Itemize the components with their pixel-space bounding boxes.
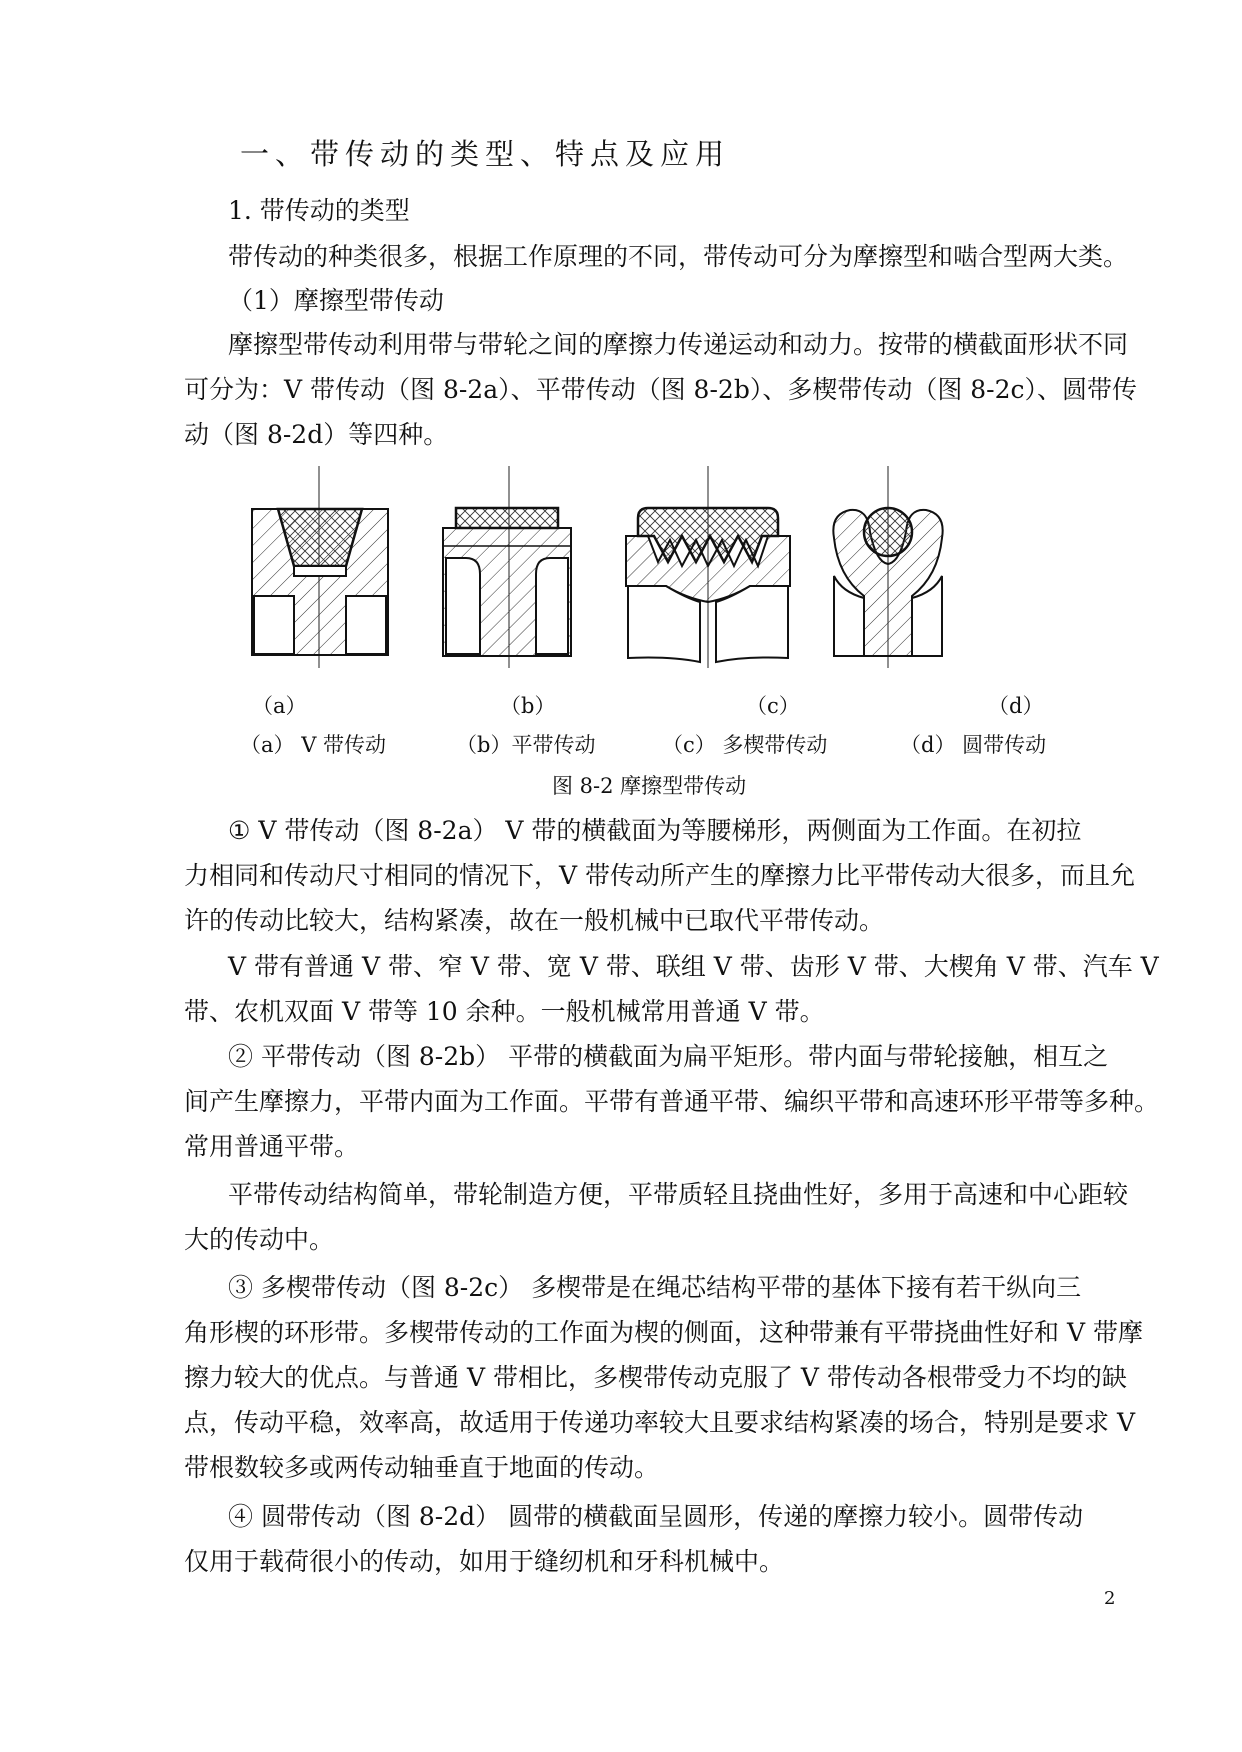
round-belt-line: ④ 圆带传动（图 8-2d） 圆带的横截面呈圆形，传递的摩擦力较小。圆带传动	[228, 1502, 1084, 1531]
v-belt-types-line: V 带有普通 V 带、窄 V 带、宽 V 带、联组 V 带、齿形 V 带、大楔角 V 带、汽车 V	[228, 952, 1159, 981]
friction-heading: （1）摩擦型带传动	[228, 286, 444, 315]
friction-para-line: 摩擦型带传动利用带与带轮之间的摩擦力传递运动和动力。按带的横截面形状不同	[228, 330, 1129, 359]
section-heading: 一、带传动的类型、特点及应用	[240, 137, 731, 171]
flat-belt-line: 常用普通平带。	[184, 1132, 360, 1161]
flat-belt-line: ② 平带传动（图 8-2b） 平带的横截面为扁平矩形。带内面与带轮接触，相互之	[228, 1042, 1109, 1071]
flat-belt-features-line: 平带传动结构简单，带轮制造方便，平带质轻且挠曲性好，多用于高速和中心距较	[228, 1180, 1129, 1209]
sub-heading: 1. 带传动的类型	[228, 196, 410, 225]
figure-subcaption-d: （d） 圆带传动	[900, 733, 1047, 757]
figure-subcaption-a: （a） V 带传动	[240, 733, 387, 757]
belt-cross-section-figure	[230, 466, 1010, 672]
figure-subcaption-b: （b）平带传动	[456, 733, 596, 757]
ribbed-belt-drawing	[626, 466, 790, 668]
figure-letter-b: （b）	[500, 694, 556, 718]
page-number: 2	[1104, 1588, 1116, 1609]
ribbed-belt-line: 带根数较多或两传动轴垂直于地面的传动。	[184, 1453, 660, 1482]
ribbed-belt-line: 点，传动平稳，效率高，故适用于传递功率较大且要求结构紧凑的场合，特别是要求 V	[184, 1408, 1136, 1437]
v-belt-line: 许的传动比较大，结构紧凑，故在一般机械中已取代平带传动。	[184, 906, 885, 935]
figure-letter-d: （d）	[988, 694, 1044, 718]
v-belt-line: 力相同和传动尺寸相同的情况下，V 带传动所产生的摩擦力比平带传动大很多，而且允	[184, 861, 1136, 890]
ribbed-belt-line: 擦力较大的优点。与普通 V 带相比，多楔带传动克服了 V 带传动各根带受力不均的缺	[184, 1363, 1127, 1392]
v-belt-drawing	[252, 466, 388, 668]
figure-subcaption-c: （c） 多楔带传动	[662, 733, 828, 757]
round-belt-drawing	[833, 466, 942, 668]
ribbed-belt-line: 角形楔的环形带。多楔带传动的工作面为楔的侧面，这种带兼有平带挠曲性好和 V 带摩	[184, 1318, 1143, 1347]
round-belt-line: 仅用于载荷很小的传动，如用于缝纫机和牙科机械中。	[184, 1547, 785, 1576]
flat-belt-line: 间产生摩擦力，平带内面为工作面。平带有普通平带、编织平带和高速环形平带等多种。	[184, 1087, 1160, 1116]
intro-paragraph: 带传动的种类很多，根据工作原理的不同，带传动可分为摩擦型和啮合型两大类。	[228, 242, 1129, 271]
ribbed-belt-line: ③ 多楔带传动（图 8-2c） 多楔带是在绳芯结构平带的基体下接有若干纵向三	[228, 1273, 1082, 1302]
figure-letter-c: （c）	[746, 694, 800, 718]
figure-letter-a: （a）	[252, 694, 307, 718]
flat-belt-drawing	[443, 466, 571, 668]
v-belt-types-line: 带、农机双面 V 带等 10 余种。一般机械常用普通 V 带。	[184, 997, 825, 1026]
flat-belt-features-line: 大的传动中。	[184, 1225, 335, 1254]
v-belt-line: ① V 带传动（图 8-2a） V 带的横截面为等腰梯形，两侧面为工作面。在初拉	[228, 816, 1082, 845]
friction-para-line: 动（图 8-2d）等四种。	[184, 420, 449, 449]
figure-caption: 图 8-2 摩擦型带传动	[552, 774, 747, 798]
friction-para-line: 可分为：V 带传动（图 8-2a）、平带传动（图 8-2b）、多楔带传动（图 8-2c）、圆带传	[184, 375, 1138, 404]
